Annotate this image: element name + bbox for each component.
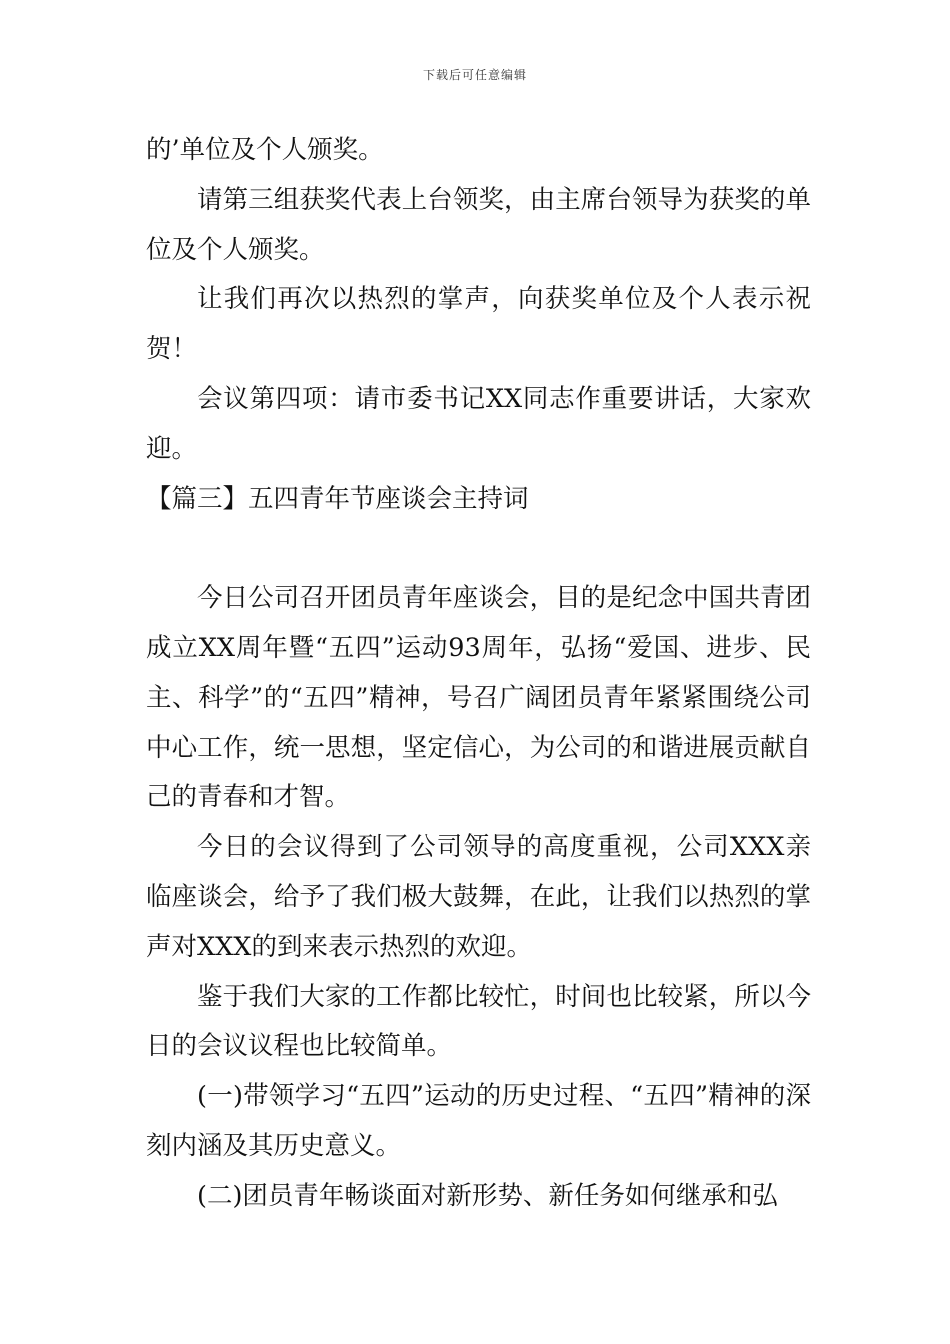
section-title: 【篇三】五四青年节座谈会主持词: [146, 483, 529, 514]
paragraph-award-group-three: 请第三组获奖代表上台领奖，由主席台领导为获奖的单位及个人颁奖。: [146, 184, 811, 265]
paragraph-item-four: 会议第四项：请市委书记XX同志作重要讲话，大家欢迎。: [146, 383, 811, 464]
paragraph-applause: 让我们再次以热烈的掌声，向获奖单位及个人表示祝贺！: [146, 284, 811, 365]
paragraph-meeting-purpose: 今日公司召开团员青年座谈会，目的是纪念中国共青团成立XX周年暨“五四”运动93周年，弘扬“爱国、进步、民主、科学”的“五四”精神，号召广阔团员青年紧紧围绕公司中心工作，统一思想，坚定信心，为公司的和谐进展贡献自己的青春和才智。: [146, 583, 811, 813]
document-body: [146, 126, 811, 1222]
section-spacer: [146, 524, 811, 574]
paragraph-agenda-item-one: (一)带领学习“五四”运动的历史过程、“五四”精神的深刻内涵及其历史意义。: [146, 1081, 811, 1161]
page-header-note: 下载后可任意编辑: [422, 68, 527, 82]
paragraph-agenda-intro: 鉴于我们大家的工作都比较忙，时间也比较紧，所以今日的会议议程也比较简单。: [146, 981, 811, 1062]
paragraph-leadership-attention: 今日的会议得到了公司领导的高度重视，公司XXX亲临座谈会，给予了我们极大鼓舞，在此，让我们以热烈的掌声对XXX的到来表示热烈的欢迎。: [146, 832, 811, 962]
paragraph-agenda-item-two: (二)团员青年畅谈面对新形势、新任务如何继承和弘: [197, 1180, 778, 1211]
paragraph-continuation: 的’单位及个人颁奖。: [146, 135, 384, 165]
